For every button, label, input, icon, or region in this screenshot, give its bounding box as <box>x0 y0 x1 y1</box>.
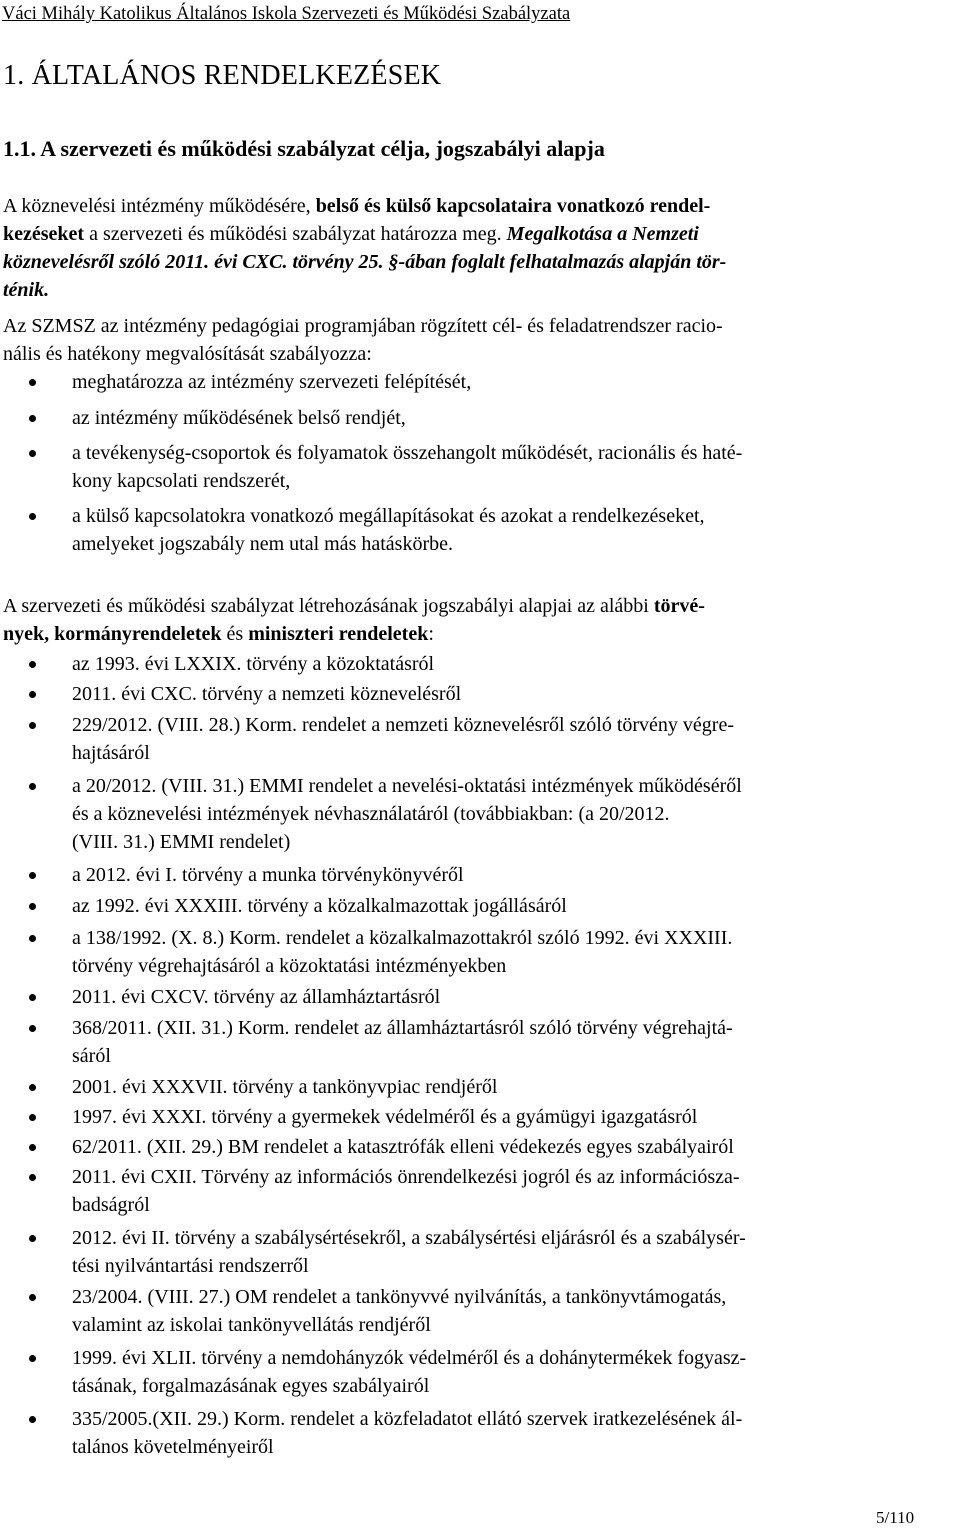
scope-line-2: nális és hatékony megvalósítását szabályozza: <box>3 343 372 365</box>
law-item: a 20/2012. (VIII. 31.) EMMI rendelet a nevelési-oktatási intézmények működéséről és a köznevelési intézmények névhasználatáról (továbbiakban: (a 20/2012. (VIII. 31.) EMMI rendelet) <box>72 772 956 856</box>
law-item: a 138/1992. (X. 8.) Korm. rendelet a közalkalmazottakról szóló 1992. évi XXXIII. törvény végrehajtásáról a közoktatási intézményekben <box>72 924 956 980</box>
law-item: az 1993. évi LXXIX. törvény a közoktatásról <box>72 650 956 678</box>
bullet-icon <box>29 783 36 790</box>
goal-item: az intézmény működésének belső rendjét, <box>72 404 956 432</box>
bullet-icon <box>29 1144 36 1151</box>
intro-paragraph <box>3 192 954 304</box>
bullet-icon <box>29 1235 36 1242</box>
law-item: az 1992. évi XXXIII. törvény a közalkalmazottak jogállásáról <box>72 892 956 920</box>
law-item: 23/2004. (VIII. 27.) OM rendelet a tankönyvvé nyilvánítás, a tankönyvtámogatás, valamint az iskolai tankönyvellátás rendjéről <box>72 1283 956 1339</box>
goal-item: meghatározza az intézmény szervezeti felépítését, <box>72 368 956 396</box>
bullet-icon <box>29 994 36 1001</box>
legal-basis-line-1: A szervezeti és működési szabályzat létrehozásának jogszabályi alapjai az alábbi törvé- <box>3 595 705 617</box>
law-item: 335/2005.(XII. 29.) Korm. rendelet a közfeladatot ellátó szervek iratkezelésének ál- talános követelményeiről <box>72 1405 956 1461</box>
bullet-icon <box>29 935 36 942</box>
bullet-icon <box>29 1416 36 1423</box>
law-item: 2011. évi CXCV. törvény az államháztartásról <box>72 983 956 1011</box>
section-heading: 1.1. A szervezeti és működési szabályzat célja, jogszabályi alapja <box>3 136 605 161</box>
law-item: 368/2011. (XII. 31.) Korm. rendelet az államháztartásról szóló törvény végrehajtá- sáról <box>72 1014 956 1070</box>
law-item: 2012. évi II. törvény a szabálysértésekről, a szabálysértési eljárásról és a szabálysér- tési nyilvántartási rendszerről <box>72 1224 956 1280</box>
bullet-icon <box>29 450 36 457</box>
law-item: 1997. évi XXXI. törvény a gyermekek védelméről és a gyámügyi igazgatásról <box>72 1103 956 1131</box>
running-header: Váci Mihály Katolikus Általános Iskola Szervezeti és Működési Szabályzata <box>2 4 571 24</box>
law-item: 62/2011. (XII. 29.) BM rendelet a katasztrófák elleni védekezés egyes szabályairól <box>72 1133 956 1161</box>
bullet-icon <box>29 1025 36 1032</box>
law-item: 2011. évi CXII. Törvény az információs önrendelkezési jogról és az információsza- badságról <box>72 1163 956 1219</box>
bullet-icon <box>29 1294 36 1301</box>
bullet-icon <box>29 661 36 668</box>
intro-line-2: kezéseket a szervezeti és működési szabályzat határozza meg. Megalkotása a Nemzeti <box>3 223 699 245</box>
goal-item: a tevékenység-csoportok és folyamatok összehangolt működését, racionális és haté- kony kapcsolati rendszerét, <box>72 439 956 495</box>
law-item: 1999. évi XLII. törvény a nemdohányzók védelméről és a dohánytermékek fogyasz- tásának, forgalmazásának egyes szabályairól <box>72 1344 956 1400</box>
bullet-icon <box>29 722 36 729</box>
scope-paragraph <box>3 312 954 368</box>
bullet-icon <box>29 513 36 520</box>
chapter-heading: 1. ÁLTALÁNOS RENDELKEZÉSEK <box>3 60 442 91</box>
intro-line-3: köznevelésről szóló 2011. évi CXC. törvény 25. §-ában foglalt felhatalmazás alapján tör- <box>3 251 727 273</box>
law-item: 2011. évi CXC. törvény a nemzeti köznevelésről <box>72 680 956 708</box>
law-item: a 2012. évi I. törvény a munka törvénykönyvéről <box>72 861 956 889</box>
scope-line-1: Az SZMSZ az intézmény pedagógiai programjában rögzített cél- és feladatrendszer racio- <box>3 315 723 337</box>
legal-basis-line-2: nyek, kormányrendeletek és miniszteri rendeletek: <box>3 623 434 645</box>
goal-item: a külső kapcsolatokra vonatkozó megállapításokat és azokat a rendelkezéseket, amelyeket jogszabály nem utal más hatáskörbe. <box>72 502 956 558</box>
intro-line-1: A köznevelési intézmény működésére, belső és külső kapcsolataira vonatkozó rendel- <box>3 195 711 217</box>
bullet-icon <box>29 691 36 698</box>
bullet-icon <box>29 872 36 879</box>
bullet-icon <box>29 1084 36 1091</box>
legal-basis-paragraph <box>3 592 954 648</box>
bullet-icon <box>29 1174 36 1181</box>
bullet-icon <box>29 1114 36 1121</box>
law-item: 2001. évi XXXVII. törvény a tankönyvpiac rendjéről <box>72 1073 956 1101</box>
intro-line-4: ténik. <box>3 279 50 301</box>
bullet-icon <box>29 379 36 386</box>
bullet-icon <box>29 1355 36 1362</box>
bullet-icon <box>29 903 36 910</box>
page-number: 5/110 <box>876 1508 915 1527</box>
bullet-icon <box>29 415 36 422</box>
law-item: 229/2012. (VIII. 28.) Korm. rendelet a nemzeti köznevelésről szóló törvény végre- hajtásáról <box>72 711 956 767</box>
